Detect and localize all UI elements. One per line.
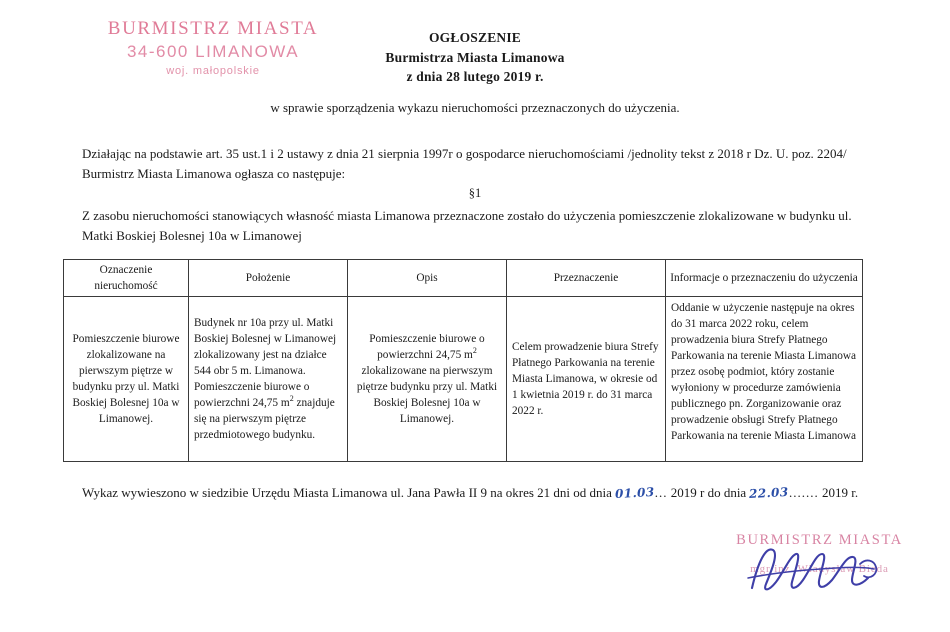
posting-text-2: 2019 r do dnia bbox=[667, 485, 750, 500]
cell-polozenie bbox=[189, 297, 348, 462]
cell-opis-parta: Pomieszczenie biurowe o powierzchni 24,75 m bbox=[369, 332, 485, 361]
posting-text-1: Wykaz wywieszono w siedzibie Urzędu Miasta Limanowa ul. Jana Pawła II 9 na okres 21 dni od dnia bbox=[82, 485, 616, 500]
office-stamp-line3: woj. małopolskie bbox=[166, 65, 260, 78]
cell-polozenie-superscript: 2 bbox=[289, 394, 294, 404]
cell-opis bbox=[348, 297, 507, 462]
page-title bbox=[0, 28, 950, 87]
posting-period-line bbox=[82, 485, 882, 501]
column-header-opis: Opis bbox=[348, 260, 507, 297]
property-list-table bbox=[63, 259, 863, 462]
office-stamp-line2: 34-600 LIMANOWA bbox=[126, 42, 300, 62]
column-header-oznaczenie: Oznaczenie nieruchomość bbox=[64, 260, 189, 297]
signature-stamp-line1: BURMISTRZ MIASTA bbox=[736, 532, 903, 548]
signature-stamp-line2: mgr inż. Władysław Bieda bbox=[750, 563, 889, 575]
title-line-2: Burmistrza Miasta Limanowa bbox=[385, 49, 565, 65]
column-header-polozenie: Położenie bbox=[189, 260, 348, 297]
cell-polozenie-part2a: Pomieszczenie biurowe o powierzchni 24,75 m bbox=[194, 381, 310, 410]
table-row bbox=[64, 297, 863, 462]
column-header-przeznaczenie: Przeznaczenie bbox=[507, 260, 666, 297]
column-header-informacje: Informacje o przeznaczeniu do użyczenia bbox=[666, 260, 863, 297]
office-stamp-line1: BURMISTRZ MIASTA bbox=[107, 18, 319, 39]
handwritten-date-from: 01.03 bbox=[614, 484, 656, 502]
subject-matter-paragraph: Z zasobu nieruchomości stanowiących własność miasta Limanowa przeznaczone zostało do użyczenia pomieszczenie zlokalizowane w budynku ul. Matki Boskiej Bolesnej 10a w Limanowej bbox=[82, 208, 852, 244]
subject-line: w sprawie sporządzenia wykazu nieruchomości przeznaczonych do użyczenia. bbox=[270, 100, 680, 115]
handwritten-date-to: 22.03 bbox=[749, 484, 790, 502]
cell-opis-superscript: 2 bbox=[472, 346, 477, 356]
title-line-3: z dnia 28 lutego 2019 r. bbox=[406, 69, 544, 85]
posting-text-3: 2019 r. bbox=[818, 485, 859, 500]
cell-polozenie-part2b: znajduje się na pierwszym piętrze przedmiotowego budynku. bbox=[194, 397, 335, 442]
cell-opis-partb: zlokalizowane na pierwszym piętrze budynku przy ul. Matki Boskiej Bolesnej 10a w Limanowej. bbox=[356, 365, 498, 426]
posting-dots-1: ... bbox=[654, 485, 668, 500]
cell-informacje: Oddanie w użyczenie następuje na okres do 31 marca 2022 roku, celem prowadzenia biura Strefy Płatnego Parkowania na terenie Miasta Limanowa przez osobę podmiot, który zostanie wyłoniony w procedurze zamówienia publicznego pn. Zorganizowanie oraz prowadzenie obsługi Strefy Płatnego Parkowania na terenie Miasta Limanowa bbox=[666, 297, 863, 462]
section-mark: §1 bbox=[468, 186, 482, 200]
posting-dots-2: ....... bbox=[789, 485, 819, 500]
title-line-1: OGŁOSZENIE bbox=[428, 30, 522, 45]
cell-oznaczenie: Pomieszczenie biurowe zlokalizowane na pierwszym piętrze w budynku przy ul. Matki Boskiej Bolesnej 10a w Limanowej. bbox=[64, 297, 189, 462]
legal-basis-paragraph: Działając na podstawie art. 35 ust.1 i 2 ustawy z dnia 21 sierpnia 1997r o gospodarce nieruchomościami /jednolity tekst z 2018 r Dz. U. poz. 2204/ Burmistrz Miasta Limanowa ogłasza co następuje: bbox=[82, 146, 847, 182]
cell-polozenie-part1: Budynek nr 10a przy ul. Matki Boskiej Bolesnej w Limanowej zlokalizowany jest na działce 544 obr 5 m. Limanowa. bbox=[194, 316, 337, 378]
signature-stamp bbox=[712, 532, 927, 592]
cell-przeznaczenie: Celem prowadzenie biura Strefy Płatnego Parkowania na terenie Miasta Limanowa, w okresie od 1 kwietnia 2019 r. do 31 marca 2022 r. bbox=[507, 297, 666, 462]
table-header-row bbox=[64, 260, 863, 297]
